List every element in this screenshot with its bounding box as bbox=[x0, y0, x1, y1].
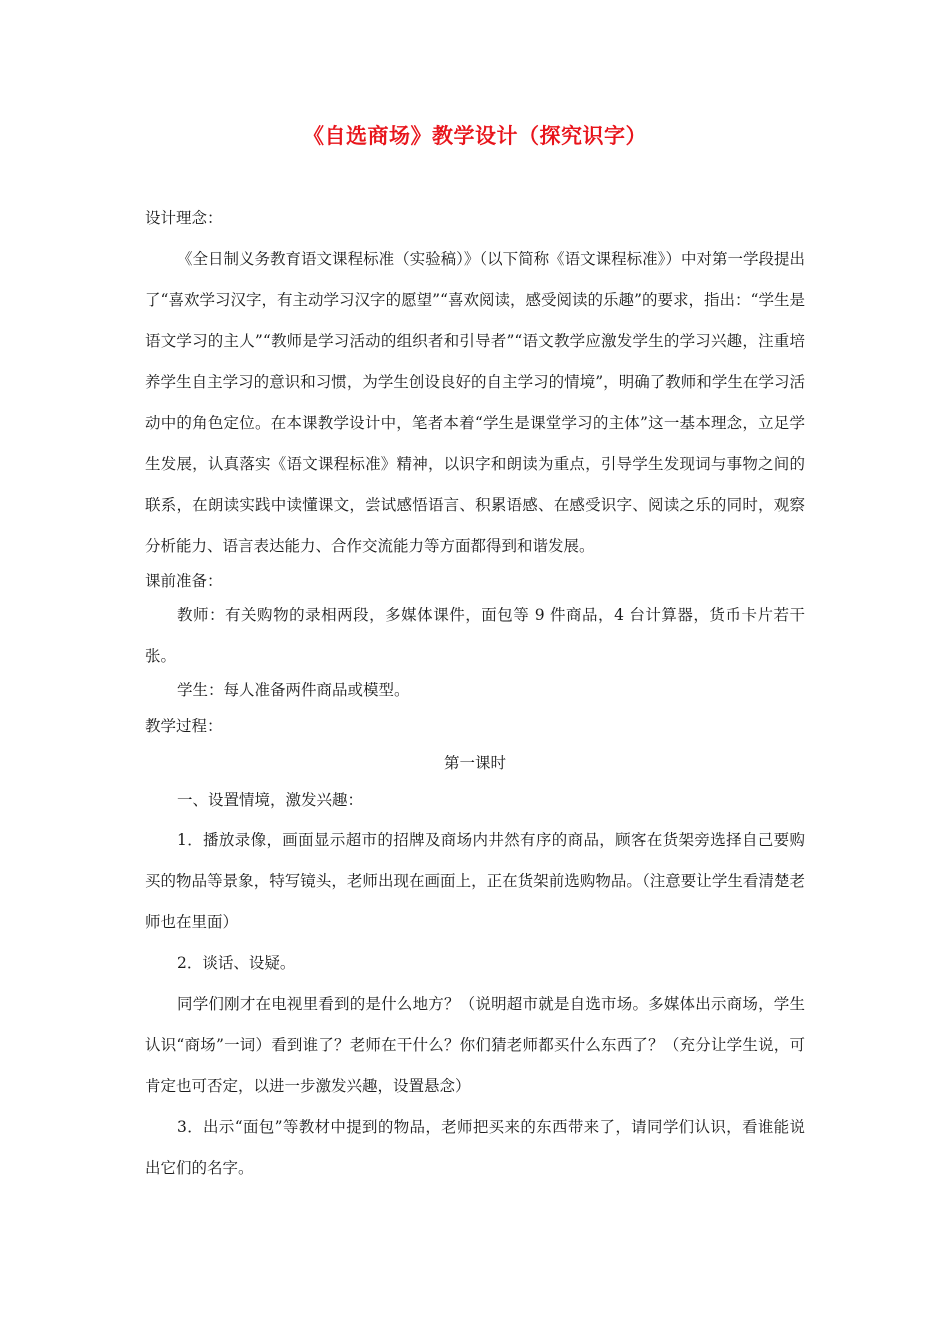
list-item-2-text: 同学们刚才在电视里看到的是什么地方？（说明超市就是自选市场。多媒体出示商场，学生认识“商场”一词）看到谁了？老师在干什么？你们猜老师都买什么东西了？（充分让学生说，可肯定也可否定，以进一步激发兴趣，设置悬念） bbox=[145, 995, 805, 1095]
lesson-title: 第一课时 bbox=[443, 754, 506, 772]
section-heading-concept: 设计理念： bbox=[145, 209, 223, 227]
list-item-2: 2．谈话、设疑。 bbox=[177, 954, 296, 972]
list-item-3: 3．出示“面包”等教材中提到的物品，老师把买来的东西带来了，请同学们认识，看谁能说出它们的名字。 bbox=[145, 1118, 805, 1177]
paragraph-concept: 《全日制义务教育语文课程标准（实验稿）》（以下简称《语文课程标准》）中对第一学段提出了“喜欢学习汉字，有主动学习汉字的愿望”“喜欢阅读，感受阅读的乐趣”的要求，指出：“学生是语文学习的主人”“教师是学习活动的组织者和引导者”“语文教学应激发学生的学习兴趣，注重培养学生自主学习的意识和习惯，为学生创设良好的自主学习的情境”，明确了教师和学生在学习活动中的角色定位。在本课教学设计中，笔者本着“学生是课堂学习的主体”这一基本理念，立足学生发展，认真落实《语文课程标准》精神，以识字和朗读为重点，引导学生发现词与事物之间的联系，在朗读实践中读懂课文，尝试感悟语言、积累语感、在感受识字、阅读之乐的同时，观察分析能力、语言表达能力、合作交流能力等方面都得到和谐发展。 bbox=[145, 250, 805, 555]
section-heading-process: 教学过程： bbox=[145, 717, 223, 735]
paragraph-prep-teacher: 教师：有关购物的录相两段，多媒体课件，面包等 9 件商品，4 台计算器，货币卡片若干张。 bbox=[145, 606, 805, 665]
step-heading-one: 一、设置情境，激发兴趣： bbox=[177, 791, 364, 809]
document-title: 《自选商场》教学设计（探究识字） bbox=[303, 124, 647, 148]
list-item-1: 1．播放录像，画面显示超市的招牌及商场内井然有序的商品，顾客在货架旁选择自己要购买的物品等景象，特写镜头，老师出现在画面上，正在货架前选购物品。（注意要让学生看清楚老师也在里面） bbox=[145, 831, 805, 931]
paragraph-prep-student: 学生：每人准备两件商品或模型。 bbox=[177, 681, 410, 699]
section-heading-prep: 课前准备： bbox=[145, 572, 223, 590]
document-body bbox=[145, 197, 805, 1189]
